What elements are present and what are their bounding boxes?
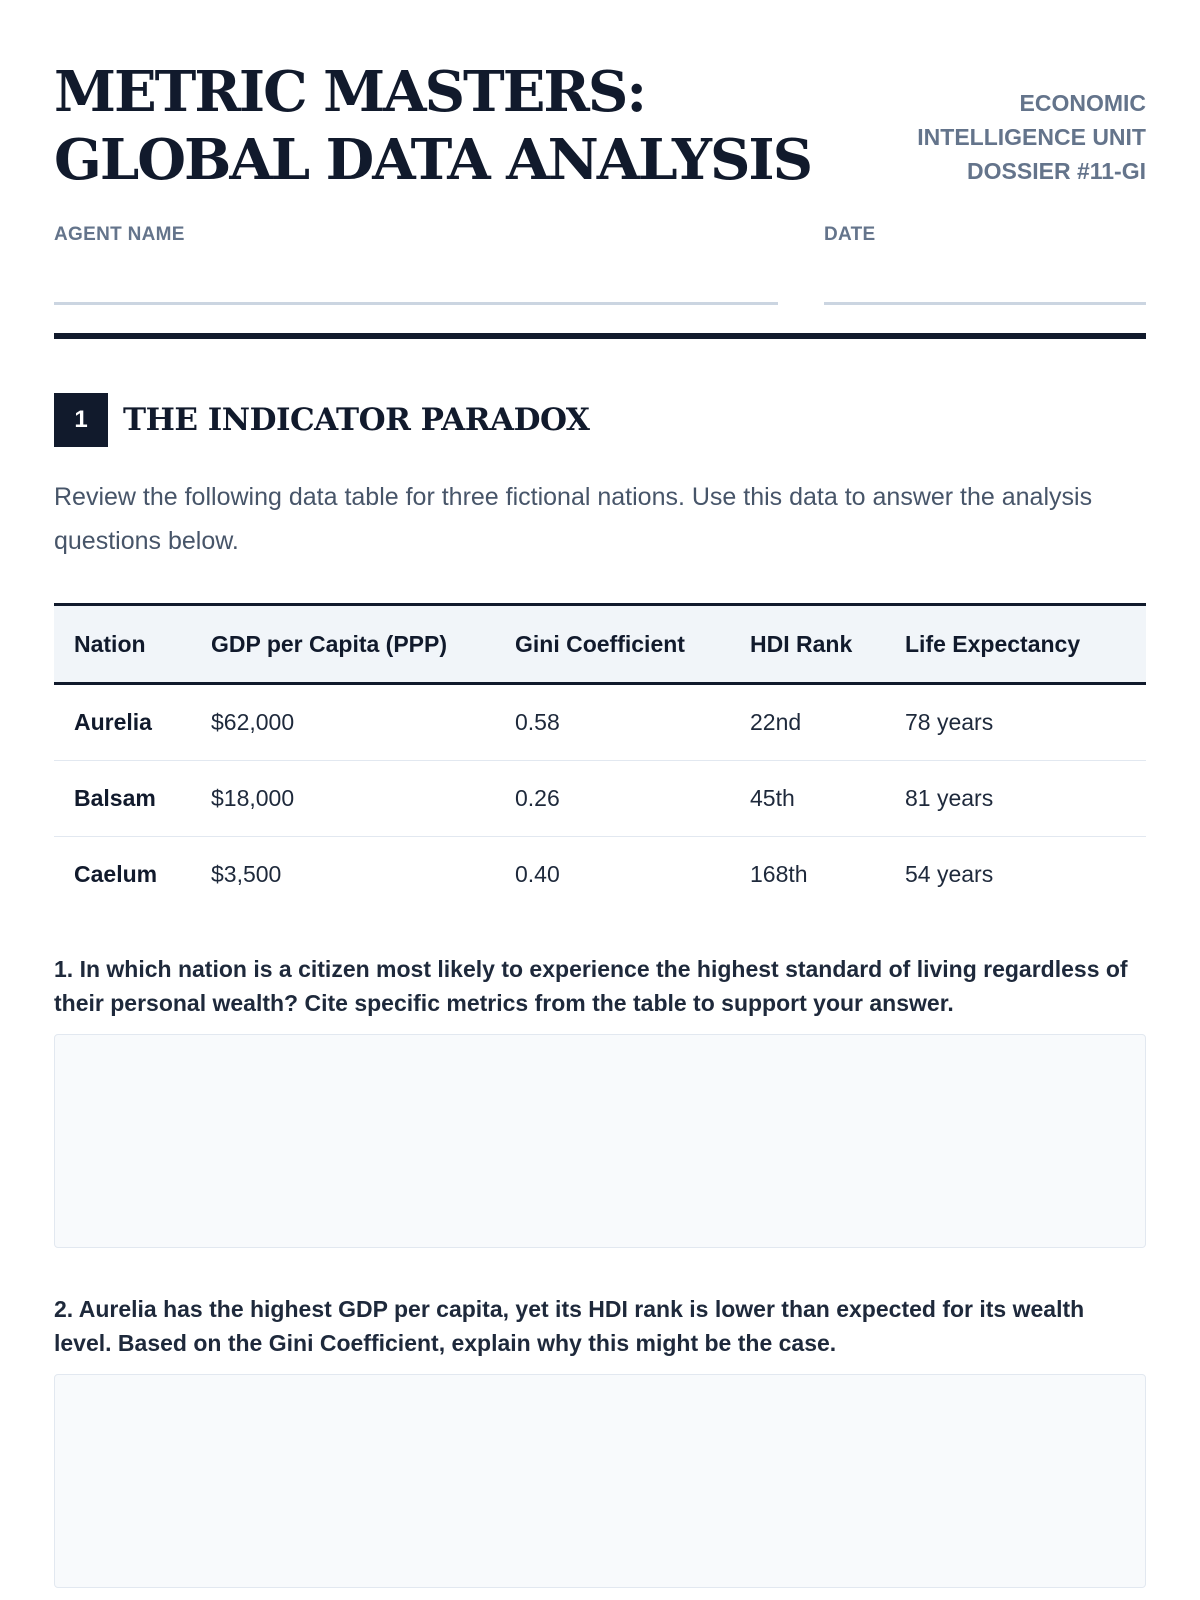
hdi-cell: 168th [750,861,808,887]
gdp-cell: $3,500 [211,861,282,887]
nation-cell: Caelum [74,861,158,887]
section-title: THE INDICATOR PARADOX [123,402,590,438]
answer-box-1[interactable] [54,1034,1146,1248]
gdp-cell: $62,000 [191,684,495,761]
date-field[interactable] [824,224,1146,305]
header [54,58,1146,194]
nation-cell: Balsam [54,761,191,837]
hdi-cell: 22nd [730,684,885,761]
agent-name-field[interactable] [54,224,778,305]
nation-data-table [54,603,1146,912]
column-header: HDI Rank [730,605,885,684]
life-expectancy-cell: 54 years [905,861,994,887]
table-row [54,684,1146,761]
dossier-label [917,86,1146,188]
column-header: GDP per Capita (PPP) [191,605,495,684]
section-intro: Review the following data table for three fictional nations. Use this data to answer the analysis questions below. [54,483,1093,555]
life-expectancy-cell: 78 years [885,684,1146,761]
gini-cell: 0.26 [495,761,730,837]
section-heading [54,393,1146,447]
question-1: 1. In which nation is a citizen most likely to experience the highest standard of living regardless of their personal wealth? Cite specific metrics from the table to support your answer. [54,956,1128,1016]
agent-name-label: AGENT NAME [54,224,185,245]
section-number-badge: 1 [54,393,108,447]
gini-cell: 0.40 [515,861,560,887]
answer-box-2[interactable] [54,1374,1146,1588]
table-header-row [54,605,1146,684]
student-fields [54,224,1146,305]
unit-line: INTELLIGENCE UNIT [917,124,1146,150]
header-divider [54,333,1146,339]
column-header: Gini Coefficient [495,605,730,684]
date-line[interactable] [824,246,1146,305]
life-expectancy-cell: 81 years [885,761,1146,837]
gdp-cell: $18,000 [191,761,495,837]
date-label: DATE [824,224,876,245]
table-row [54,761,1146,837]
dossier-number: DOSSIER #11-GI [967,158,1146,184]
page-title: METRIC MASTERS: GLOBAL DATA ANALYSIS [54,59,812,193]
column-header: Nation [54,605,191,684]
question-2: 2. Aurelia has the highest GDP per capita, yet its HDI rank is lower than expected for its wealth level. Based on the Gini Coefficient, explain why this might be the case. [54,1296,1085,1356]
hdi-cell: 45th [730,761,885,837]
gini-cell: 0.58 [495,684,730,761]
column-header: Life Expectancy [885,605,1146,684]
unit-line: ECONOMIC [1019,90,1146,116]
agent-name-line[interactable] [54,246,778,305]
nation-cell: Aurelia [54,684,191,761]
table-row [54,837,1146,913]
